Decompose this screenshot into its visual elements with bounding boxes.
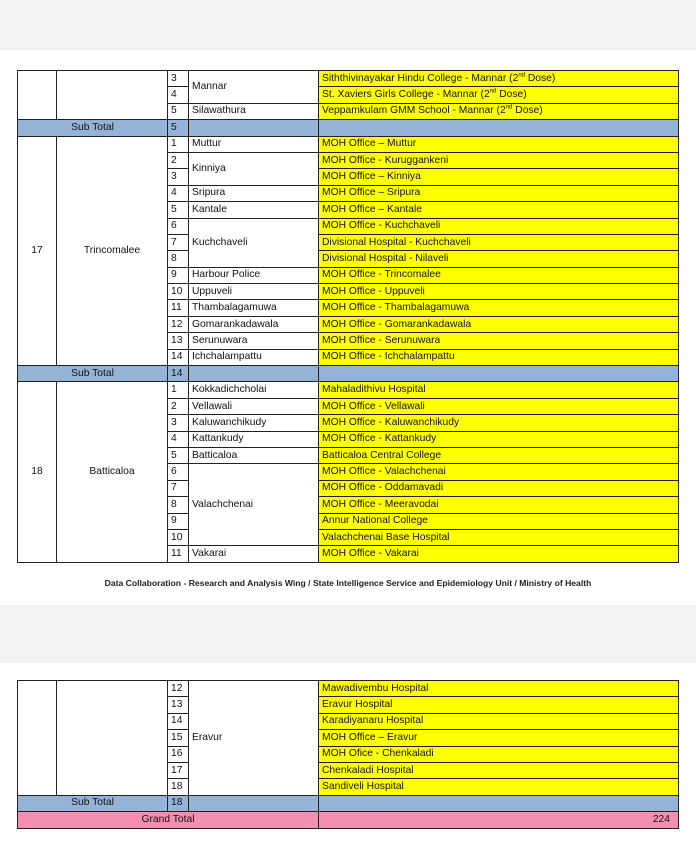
- location-name: MOH Office - Thambalagamuwa: [319, 300, 679, 316]
- division-name: Kaluwanchikudy: [189, 415, 319, 431]
- table-row: [18, 681, 679, 697]
- division-name: Vakarai: [189, 546, 319, 562]
- location-name: Veppamkulam GMM School - Mannar (2nd Dose): [319, 103, 679, 119]
- subtotal-value: 14: [168, 366, 189, 382]
- subtotal-row: [18, 120, 679, 136]
- location-name: MOH Office – Sripura: [319, 185, 679, 201]
- location-name: Valachchenai Base Hospital: [319, 529, 679, 545]
- location-name: MOH Office - Kattankudy: [319, 431, 679, 447]
- row-number: 14: [168, 713, 189, 729]
- location-name: Siththivinayakar Hindu College - Mannar (2nd Dose): [319, 71, 679, 87]
- vaccination-centers-table-continued: [17, 680, 679, 829]
- location-name: MOH Office - Kuchchaveli: [319, 218, 679, 234]
- subtotal-label: Sub Total: [18, 120, 168, 136]
- row-number: 7: [168, 234, 189, 250]
- row-number: 4: [168, 431, 189, 447]
- row-number: 6: [168, 218, 189, 234]
- row-number: 15: [168, 730, 189, 746]
- location-name: St. Xaviers Girls College - Mannar (2nd Dose): [319, 87, 679, 103]
- division-name: Sripura: [189, 185, 319, 201]
- location-name: Batticaloa Central College: [319, 447, 679, 463]
- division-name: Batticaloa: [189, 447, 319, 463]
- division-name: Ichchalampattu: [189, 349, 319, 365]
- location-name: MOH Office - Kaluwanchikudy: [319, 415, 679, 431]
- division-name: Valachchenai: [189, 464, 319, 546]
- row-number: 12: [168, 681, 189, 697]
- location-name: Mawadivembu Hospital: [319, 681, 679, 697]
- row-number: 12: [168, 316, 189, 332]
- division-name: Kinniya: [189, 152, 319, 185]
- location-name: MOH Office - Kuruggankeni: [319, 152, 679, 168]
- row-number: 6: [168, 464, 189, 480]
- row-number: 5: [168, 103, 189, 119]
- row-number: 10: [168, 529, 189, 545]
- division-name: Muttur: [189, 136, 319, 152]
- table-row: [18, 136, 679, 152]
- row-number: 10: [168, 284, 189, 300]
- division-name: Serunuwara: [189, 333, 319, 349]
- subtotal-label: Sub Total: [18, 795, 168, 811]
- row-number: 17: [168, 762, 189, 778]
- location-name: MOH Office - Oddamavadi: [319, 480, 679, 496]
- row-number: 9: [168, 513, 189, 529]
- division-name: Vellawali: [189, 398, 319, 414]
- division-name: Silawathura: [189, 103, 319, 119]
- location-name: MOH Office – Kinniya: [319, 169, 679, 185]
- location-name: MOH Office – Kantale: [319, 202, 679, 218]
- location-name: MOH Office - Gomarankadawala: [319, 316, 679, 332]
- grand-total-row: [18, 812, 679, 828]
- page-footer: Data Collaboration - Research and Analysis Wing / State Intelligence Service and Epidemiology Unit / Ministry of Health: [104, 578, 592, 588]
- district-index: 17: [18, 136, 57, 365]
- document-page-1: [0, 50, 696, 605]
- subtotal-value: 5: [168, 120, 189, 136]
- district-index: 18: [18, 382, 57, 562]
- district-name: Trincomalee: [57, 136, 168, 365]
- division-name: Gomarankadawala: [189, 316, 319, 332]
- district-name-cell: [57, 681, 168, 796]
- row-number: 5: [168, 447, 189, 463]
- row-number: 3: [168, 415, 189, 431]
- row-number: 14: [168, 349, 189, 365]
- row-number: 2: [168, 398, 189, 414]
- table-row: [18, 71, 679, 87]
- row-number: 8: [168, 497, 189, 513]
- grand-total-value: 224: [319, 812, 679, 828]
- location-name: Eravur Hospital: [319, 697, 679, 713]
- division-name: Harbour Police: [189, 267, 319, 283]
- document-page-2: [0, 663, 696, 864]
- row-number: 1: [168, 136, 189, 152]
- location-name: MOH Office - Serunuwara: [319, 333, 679, 349]
- division-name: Kokkadichcholai: [189, 382, 319, 398]
- district-index-cell: [18, 71, 57, 120]
- row-number: 11: [168, 300, 189, 316]
- subtotal-label: Sub Total: [18, 366, 168, 382]
- location-name: Sandiveli Hospital: [319, 779, 679, 795]
- subtotal-value: 18: [168, 795, 189, 811]
- location-name: MOH Office - Vakarai: [319, 546, 679, 562]
- location-name: MOH Office - Ichchalampattu: [319, 349, 679, 365]
- location-name: MOH Office - Trincomalee: [319, 267, 679, 283]
- location-name: Chenkaladi Hospital: [319, 762, 679, 778]
- location-name: Annur National College: [319, 513, 679, 529]
- row-number: 7: [168, 480, 189, 496]
- row-number: 2: [168, 152, 189, 168]
- grand-total-label: Grand Total: [18, 812, 319, 828]
- location-name: MOH Office - Meeravodai: [319, 497, 679, 513]
- row-number: 18: [168, 779, 189, 795]
- location-name: Divisional Hospital - Kuchchaveli: [319, 234, 679, 250]
- location-name: Mahaladithivu Hospital: [319, 382, 679, 398]
- row-number: 13: [168, 697, 189, 713]
- row-number: 4: [168, 87, 189, 103]
- vaccination-centers-table: [17, 70, 679, 563]
- division-name: Uppuveli: [189, 284, 319, 300]
- division-name: Thambalagamuwa: [189, 300, 319, 316]
- district-name-cell: [57, 71, 168, 120]
- subtotal-row: [18, 366, 679, 382]
- row-number: 3: [168, 71, 189, 87]
- row-number: 4: [168, 185, 189, 201]
- district-index-cell: [18, 681, 57, 796]
- location-name: MOH Office - Valachchenai: [319, 464, 679, 480]
- subtotal-row: [18, 795, 679, 811]
- row-number: 16: [168, 746, 189, 762]
- location-name: Divisional Hospital - Nilaveli: [319, 251, 679, 267]
- row-number: 13: [168, 333, 189, 349]
- division-name: Kuchchaveli: [189, 218, 319, 267]
- row-number: 5: [168, 202, 189, 218]
- table-row: [18, 382, 679, 398]
- row-number: 9: [168, 267, 189, 283]
- location-name: MOH Office – Muttur: [319, 136, 679, 152]
- district-name: Batticaloa: [57, 382, 168, 562]
- location-name: MOH Office – Eravur: [319, 730, 679, 746]
- location-name: MOH Office - Vellawali: [319, 398, 679, 414]
- location-name: MOH Office - Uppuveli: [319, 284, 679, 300]
- row-number: 11: [168, 546, 189, 562]
- division-name: Eravur: [189, 681, 319, 796]
- row-number: 8: [168, 251, 189, 267]
- division-name: Mannar: [189, 71, 319, 104]
- division-name: Kantale: [189, 202, 319, 218]
- division-name: Kattankudy: [189, 431, 319, 447]
- location-name: Karadiyanaru Hospital: [319, 713, 679, 729]
- row-number: 3: [168, 169, 189, 185]
- row-number: 1: [168, 382, 189, 398]
- location-name: MOH Ofice - Chenkaladi: [319, 746, 679, 762]
